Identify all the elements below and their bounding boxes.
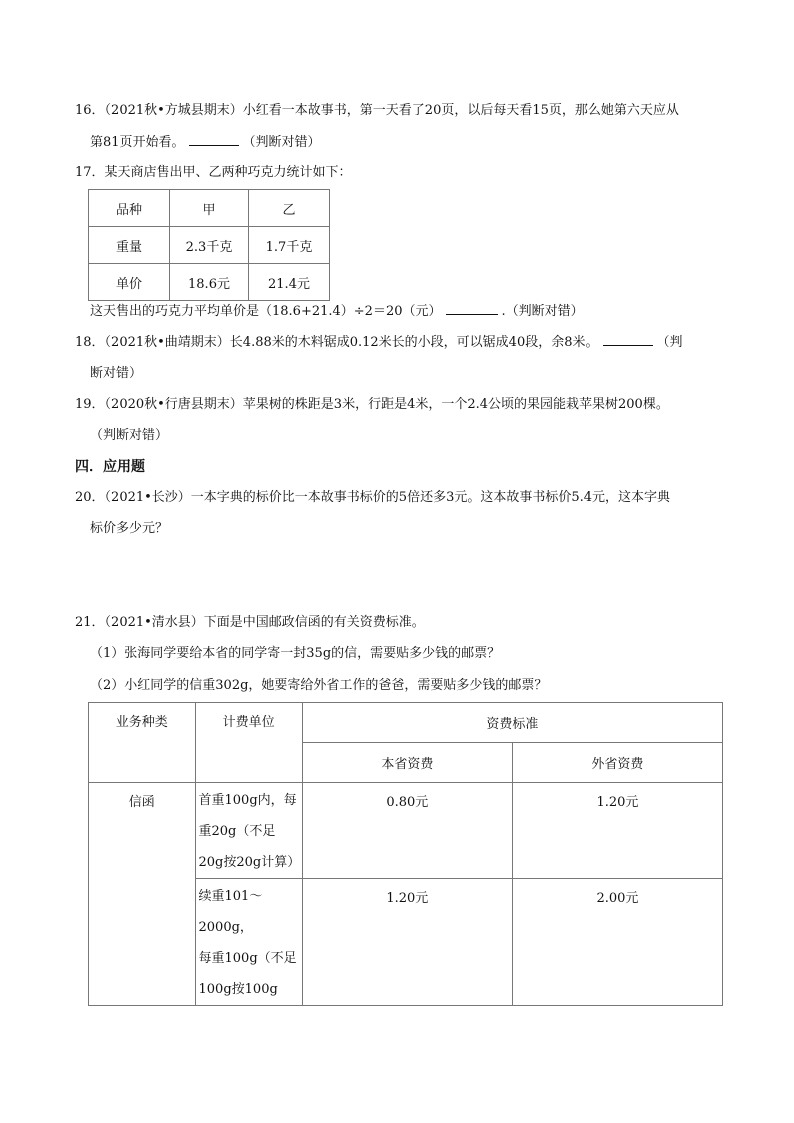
table-cell: 18.6元 <box>170 264 249 301</box>
q16-statement: 第81页开始看。 <box>90 135 185 150</box>
q18-line2: 断对错） <box>90 366 143 381</box>
table-row <box>89 190 330 227</box>
table-cell: 单价 <box>89 264 170 301</box>
table-header-cell: 本省资费 <box>302 743 512 783</box>
table-header-cell: 品种 <box>89 190 170 227</box>
q16-answer-blank[interactable] <box>189 132 239 146</box>
table-header-cell: 业务种类 <box>89 703 196 783</box>
q21-sub2: （2）小红同学的信重302g，她要寄给外省工作的爸爸，需要贴多少钱的邮票？ <box>90 678 548 693</box>
table-cell: 1.20元 <box>302 879 512 1006</box>
table-cell-line: 续重101～2000g， <box>198 889 263 935</box>
q17-answer-blank[interactable] <box>446 301 498 315</box>
q17-intro: 17．某天商店售出甲、乙两种巧克力统计如下： <box>75 165 352 180</box>
q16-line1: 16．（2021秋•方城县期末）小红看一本故事书，第一天看了20页，以后每天看15页，那么她第六天应从 <box>75 103 679 118</box>
q18-statement: 18．（2021秋•曲靖期末）长4.88米的木料锯成0.12米长的小段，可以锯成40段，余8米。 <box>75 335 599 350</box>
q19-line1: 19．（2020秋•行唐县期末）苹果树的株距是3米，行距是4米，一个2.4公顷的果园能栽苹果树200棵。 <box>75 397 669 412</box>
table-row <box>89 703 723 743</box>
q20-line1: 20．（2021•长沙）一本字典的标价比一本故事书标价的5倍还多3元。这本故事书标价5.4元，这本字典 <box>75 490 671 505</box>
q21-sub1: （1）张海同学要给本省的同学寄一封35g的信，需要贴多少钱的邮票？ <box>90 646 501 661</box>
q18-line1 <box>75 332 683 353</box>
table-cell: 1.7千克 <box>249 227 330 264</box>
q18-answer-blank[interactable] <box>603 332 653 346</box>
q17-chocolate-table <box>88 189 330 301</box>
table-header-cell: 外省资费 <box>512 743 722 783</box>
q16-line2 <box>90 132 321 153</box>
table-row <box>89 264 330 301</box>
table-row <box>89 227 330 264</box>
q17-statement-text: 这天售出的巧克力平均单价是（18.6+21.4）÷2＝20（元） <box>90 304 442 319</box>
table-cell <box>195 783 302 879</box>
q16-judge-label: （判断对错） <box>242 135 321 150</box>
table-cell: 0.80元 <box>302 783 512 879</box>
q18-judge-label: （判 <box>656 335 683 350</box>
section-heading: 四．应用题 <box>75 459 145 475</box>
q21-postage-table <box>88 702 723 1006</box>
table-row <box>89 783 723 879</box>
table-header-cell: 乙 <box>249 190 330 227</box>
table-cell: 2.00元 <box>512 879 722 1006</box>
table-cell-line: 每重100g（不足 <box>198 951 297 966</box>
table-cell-line: 重20g（不足 <box>198 824 276 839</box>
table-cell-line: 20g按20g计算） <box>198 855 301 870</box>
table-cell-line: 100g按100g <box>198 982 278 997</box>
q21-intro: 21．（2021•清水县）下面是中国邮政信函的有关资费标准。 <box>75 615 425 630</box>
q17-statement <box>90 301 584 322</box>
table-cell: 信函 <box>89 783 196 1006</box>
table-header-cell: 甲 <box>170 190 249 227</box>
q17-judge-label: .（判断对错） <box>501 304 584 319</box>
table-cell: 重量 <box>89 227 170 264</box>
table-cell: 1.20元 <box>512 783 722 879</box>
table-cell: 2.3千克 <box>170 227 249 264</box>
table-cell: 21.4元 <box>249 264 330 301</box>
table-header-cell: 计费单位 <box>195 703 302 783</box>
q20-line2: 标价多少元？ <box>90 521 169 536</box>
table-cell-line: 首重100g内，每 <box>198 793 297 808</box>
table-cell <box>195 879 302 1006</box>
table-header-cell: 资费标准 <box>302 703 722 743</box>
q19-line2: （判断对错） <box>90 428 169 443</box>
